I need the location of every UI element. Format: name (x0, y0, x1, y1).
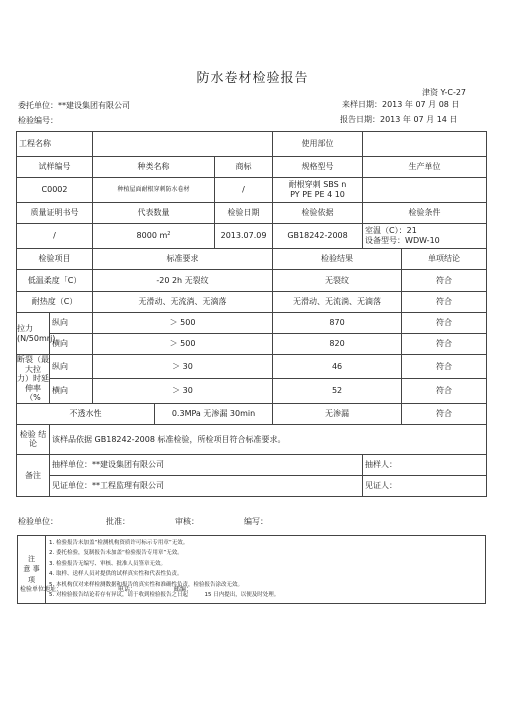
tensile-label: 拉力(N/50mrj) (17, 313, 50, 355)
test-date-value: 2013.07.09 (215, 224, 273, 249)
item-cell: 耐热度（C） (17, 292, 93, 313)
brand-label: 商标 (215, 157, 273, 178)
direction-cell: 纵向 (50, 355, 93, 379)
standard-cell: ＞ 500 (93, 313, 273, 334)
item-cell: 不透水性 (17, 403, 155, 424)
table-row (17, 355, 487, 379)
signature-write: 编写： (244, 517, 268, 526)
item-cell: 低温柔度「C） (17, 270, 93, 292)
document-code: 津资 Y-C-27 (422, 88, 467, 97)
witness-unit: 见证单位：**工程监理有限公司 (50, 475, 363, 496)
report-title: 防水卷材检验报告 (196, 71, 309, 86)
standard-cell: ＞ 30 (93, 355, 273, 379)
conditions-value (363, 224, 487, 249)
standard-cell: 0.3MPa 无渗漏 30min (155, 403, 273, 424)
verdict-header: 单项结论 (402, 249, 487, 270)
notes-table (17, 535, 486, 604)
table-row (17, 403, 487, 424)
basis-value: GB18242-2008 (273, 224, 363, 249)
verdict-cell: 符合 (402, 313, 487, 334)
usage-label: 使用部位 (273, 132, 363, 157)
table-row (17, 313, 487, 334)
client-unit: 委托单位：**建设集团有限公司 (18, 101, 130, 110)
rep-qty-value (93, 224, 215, 249)
result-cell: 820 (273, 334, 402, 355)
verdict-cell: 符合 (402, 403, 487, 424)
rep-qty-unit-exponent: 2 (167, 231, 171, 238)
sample-received-date: 来样日期：2013 年 07 月 08 日 (342, 100, 460, 109)
direction-cell: 纵向 (50, 313, 93, 334)
notes-label-line-1: 注 (28, 554, 35, 563)
witness: 见证人： (363, 475, 487, 496)
result-cell: 无渗漏 (273, 403, 402, 424)
table-row (17, 334, 487, 355)
spec-label: 规格型号 (273, 157, 363, 178)
result-cell: 52 (273, 379, 402, 403)
item-header: 检验项目 (17, 249, 93, 270)
report-number: 检验编号： (18, 116, 58, 125)
notes-list (46, 536, 486, 604)
rep-qty-label: 代表数量 (93, 203, 215, 224)
spec-value-line-1: 耐根穿刺 SBS n (288, 180, 347, 190)
brand-value: / (215, 178, 273, 203)
spec-value (273, 178, 363, 203)
conclusion-label-line-2: 论 (29, 439, 37, 449)
list-item: 4. 取样、送样人员对提供的试样真实性和代表性负责。 (49, 571, 183, 578)
verdict-cell: 符合 (402, 379, 487, 403)
verdict-cell: 符合 (402, 334, 487, 355)
list-item: 5. 本机构仅对来样检测数据和报告的真实性和准确性负责，检验报告涂改无效。 (49, 581, 243, 588)
conclusion-label-line-1: 检验 结 (19, 429, 47, 439)
elongation-label-line-3: （% (25, 393, 41, 403)
elongation-label-line-1: 断裂（最大拉 (17, 355, 49, 374)
conclusion-text: 该样品依据 GB18242-2008 标准检验，所检项目符合标准要求。 (50, 424, 487, 454)
table-row (17, 379, 487, 403)
footer-postcode: 邮编： (174, 586, 193, 593)
type-name-value: 种植屋面耐根穿刺防水卷材 (93, 178, 215, 203)
direction-cell: 横向 (50, 379, 93, 403)
project-name-label: 工程名称 (17, 132, 93, 157)
table-row (17, 292, 487, 313)
notes-label-line-3: 项 (28, 575, 35, 584)
conditions-temp: 室温（C）：21 (365, 226, 417, 236)
list-item: 2. 委托检验，复制报告未加盖“检验报告专用章”无效。 (49, 550, 183, 557)
cert-no-value: / (17, 224, 93, 249)
project-name-value (93, 132, 273, 157)
verdict-cell: 符合 (402, 355, 487, 379)
footer-address: 检验单位地址： (20, 586, 63, 593)
conditions-equipment: 设备型号：WDW-10 (365, 236, 440, 245)
standard-cell: ＞ 30 (93, 379, 273, 403)
test-date-label: 检验日期 (215, 203, 273, 224)
spec-value-line-2: PY PE PE 4 10 (290, 190, 345, 199)
type-name-label: 种类名称 (93, 157, 215, 178)
conclusion-label (17, 424, 50, 454)
standard-header: 标准要求 (93, 249, 273, 270)
list-item: 1. 检验报告未加盖“检测机构资质许可标示专用章”无效。 (49, 540, 189, 546)
sampler: 抽样人： (363, 454, 487, 475)
signature-approve: 批准： (106, 517, 130, 526)
basis-label: 检验依据 (273, 203, 363, 224)
result-cell: 46 (273, 355, 402, 379)
signature-review: 审核： (175, 517, 199, 526)
manufacturer-value (363, 178, 487, 203)
verdict-cell: 符合 (402, 270, 487, 292)
standard-cell: ＞ 500 (93, 334, 273, 355)
manufacturer-label: 生产单位 (363, 157, 487, 178)
cert-no-label: 质量证明书号 (17, 203, 93, 224)
elongation-label (17, 355, 50, 404)
result-cell: 870 (273, 313, 402, 334)
inspection-table (16, 131, 487, 497)
sampling-unit: 抽样单位：**建设集团有限公司 (50, 454, 363, 475)
rep-qty-number: 8000 m (136, 231, 168, 241)
result-cell: 无裂纹 (273, 270, 402, 292)
remarks-label: 备注 (17, 454, 50, 496)
list-item: 3. 检验报告无编写、审核、批准人员签章无效。 (49, 560, 166, 567)
usage-value (363, 132, 487, 157)
signature-lab: 检验单位： (18, 517, 58, 526)
notes-label-line-2: 意 事 (23, 565, 40, 574)
elongation-label-line-2: 力）时延伸率 (17, 374, 49, 393)
result-cell: 无滑动、无流淌、无滴落 (273, 292, 402, 313)
list-item: 5. 对检验报告结论若存有异议，请于收到检验报告之日起 15 日内提出，以便及时处理。 (49, 592, 280, 599)
sample-no-value: C0002 (17, 178, 93, 203)
standard-cell: 无滑动、无流淌、无滴落 (93, 292, 273, 313)
standard-cell: -20 2h 无裂纹 (93, 270, 273, 292)
report-date: 报告日期：2013 年 07 月 14 日 (340, 115, 458, 124)
conditions-label: 检验条件 (363, 203, 487, 224)
result-header: 检验结果 (273, 249, 402, 270)
verdict-cell: 符合 (402, 292, 487, 313)
footer-phone: 电话： (118, 586, 137, 593)
table-row (17, 270, 487, 292)
direction-cell: 横向 (50, 334, 93, 355)
sample-no-label: 试样编号 (17, 157, 93, 178)
